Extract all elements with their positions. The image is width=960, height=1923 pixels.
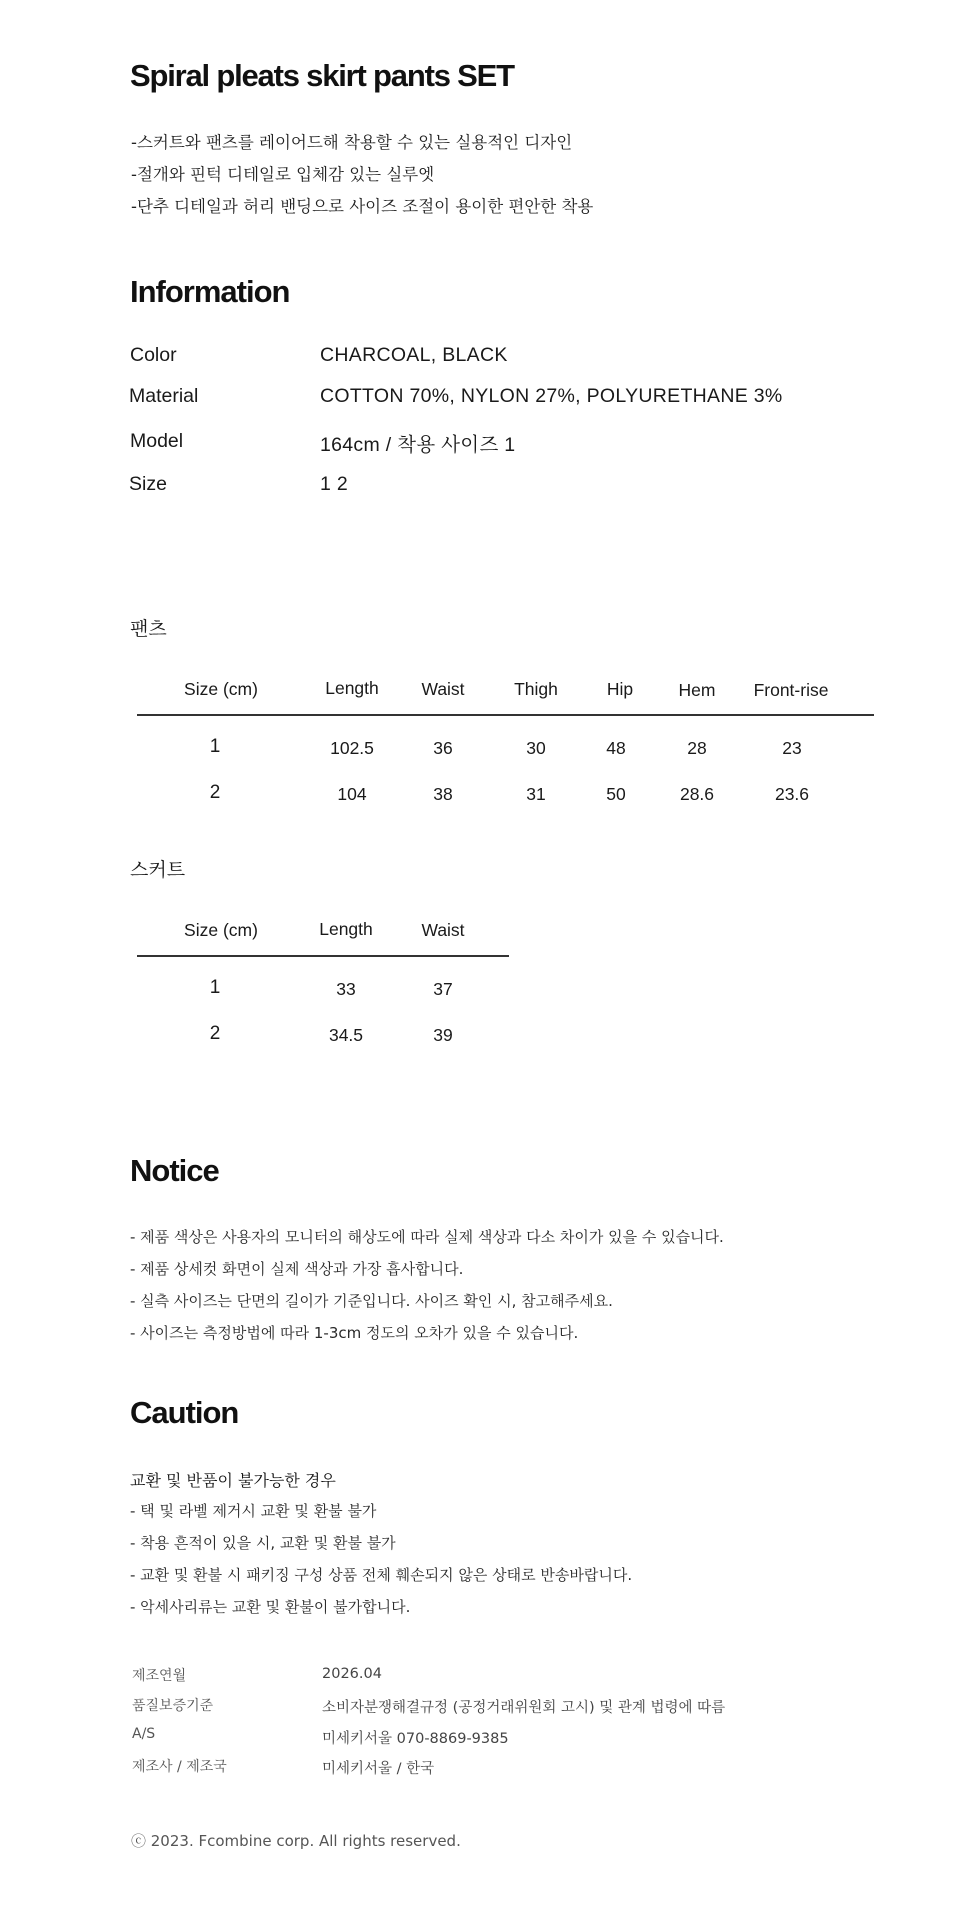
info-value-color: CHARCOAL, BLACK [320,344,508,366]
notice-line: - 제품 색상은 사용자의 모니터의 해상도에 따라 실제 색상과 다소 차이가 있을 수 있습니다. [130,1228,724,1246]
skirt-cell: 34.5 [328,1025,364,1045]
description-line: -스커트와 팬츠를 레이어드해 착용할 수 있는 실용적인 디자인 [131,133,573,152]
copyright-text: ⓒ 2023. Fcombine corp. All rights reserved. [131,1832,461,1850]
skirt-header-size: Size (cm) [184,920,258,940]
pants-header-hip: Hip [606,679,634,699]
pants-cell: 30 [526,738,546,758]
skirt-table-divider [137,955,509,957]
caution-line: - 택 및 라벨 제거시 교환 및 환불 불가 [130,1502,377,1520]
pants-cell: 50 [606,784,626,804]
description-line: -절개와 핀턱 디테일로 입체감 있는 실루엣 [131,165,435,184]
caution-line: - 악세사리류는 교환 및 환불이 불가합니다. [130,1598,411,1616]
skirt-cell: 39 [433,1025,453,1045]
info-label-color: Color [130,344,177,366]
skirt-cell: 2 [209,1023,221,1044]
meta-label-manufacture-date: 제조연월 [132,1668,187,1684]
caution-subtitle: 교환 및 반품이 불가능한 경우 [130,1471,336,1490]
pants-header-waist: Waist [421,679,465,699]
pants-cell: 1 [209,736,221,757]
pants-cell: 23 [782,738,802,758]
pants-cell: 102.5 [330,738,374,758]
pants-cell: 38 [433,784,453,804]
info-value-size: 1 2 [320,473,349,495]
skirt-header-waist: Waist [421,920,465,940]
meta-value-as: 미세키서울 070-8869-9385 [322,1731,509,1747]
pants-cell: 36 [433,738,453,758]
info-label-material: Material [129,385,199,407]
info-label-model: Model [130,430,184,452]
pants-cell: 104 [337,784,367,804]
info-value-material: COTTON 70%, NYLON 27%, POLYURETHANE 3% [320,385,783,407]
meta-label-as: A/S [132,1726,156,1742]
meta-label-manufacturer: 제조사 / 제조국 [132,1759,227,1775]
pants-header-length: Length [325,678,379,698]
pants-header-size: Size (cm) [184,679,258,699]
info-label-size: Size [129,473,167,495]
skirt-cell: 37 [433,979,453,999]
product-title: Spiral pleats skirt pants SET [130,58,514,93]
caution-line: - 교환 및 환불 시 패키징 구성 상품 전체 훼손되지 않은 상태로 반송바랍니다. [130,1566,633,1584]
info-value-model: 164cm / 착용 사이즈 1 [320,434,516,456]
pants-cell: 31 [526,784,546,804]
notice-line: - 제품 상세컷 화면이 실제 색상과 가장 흡사합니다. [130,1260,464,1278]
pants-cell: 23.6 [774,784,810,804]
meta-value-manufacture-date: 2026.04 [322,1666,382,1682]
skirt-header-length: Length [319,919,373,939]
pants-table-title: 팬츠 [130,618,167,640]
meta-value-manufacturer: 미세키서울 / 한국 [322,1761,435,1777]
pants-header-front-rise: Front-rise [753,680,829,700]
pants-cell: 48 [606,738,626,758]
pants-cell: 28.6 [679,784,715,804]
pants-cell: 28 [687,738,707,758]
notice-heading: Notice [130,1153,219,1188]
skirt-cell: 1 [209,977,221,998]
pants-table-divider [137,714,874,716]
notice-line: - 실측 사이즈는 단면의 길이가 기준입니다. 사이즈 확인 시, 참고해주세요. [130,1292,613,1310]
caution-line: - 착용 흔적이 있을 시, 교환 및 환불 불가 [130,1534,396,1552]
skirt-table-title: 스커트 [130,859,186,881]
pants-header-hem: Hem [678,680,716,700]
caution-heading: Caution [130,1395,239,1430]
notice-line: - 사이즈는 측정방법에 따라 1-3cm 정도의 오차가 있을 수 있습니다. [130,1324,579,1342]
information-heading: Information [130,274,290,309]
description-line: -단추 디테일과 허리 밴딩으로 사이즈 조절이 용이한 편안한 착용 [131,197,594,216]
meta-label-quality-standard: 품질보증기준 [132,1698,214,1714]
skirt-cell: 33 [336,979,356,999]
meta-value-quality-standard: 소비자분쟁해결규정 (공정거래위원회 고시) 및 관계 법령에 따름 [322,1700,726,1716]
pants-header-thigh: Thigh [514,679,558,699]
pants-cell: 2 [209,782,221,803]
